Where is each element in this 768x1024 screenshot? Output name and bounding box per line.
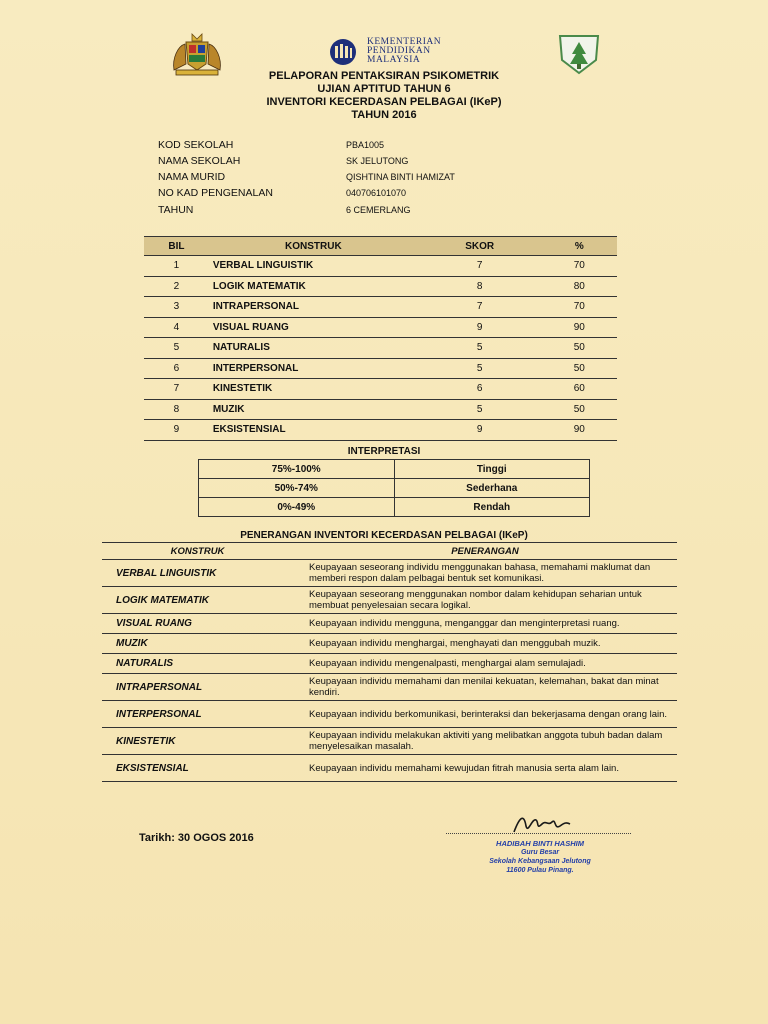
score-value: 5 xyxy=(418,338,542,359)
row-number: 3 xyxy=(144,297,209,318)
info-label: TAHUN xyxy=(158,204,194,216)
construct-description: Keupayaan seseorang menggunakan nombor dalam kehidupan seharian untuk membuat penyelesaian secara logikal. xyxy=(293,587,677,614)
info-label: KOD SEKOLAH xyxy=(158,139,234,151)
percent-value: 50 xyxy=(542,399,617,420)
table-row xyxy=(199,479,590,498)
construct-name: INTERPERSONAL xyxy=(209,358,418,379)
ministry-logo xyxy=(325,38,465,68)
row-number: 1 xyxy=(144,256,209,277)
column-header: KONSTRUK xyxy=(102,543,293,560)
percent-value: 90 xyxy=(542,317,617,338)
row-number: 6 xyxy=(144,358,209,379)
construct-name: INTRAPERSONAL xyxy=(209,297,418,318)
ministry-line: MALAYSIA xyxy=(367,55,421,65)
table-row xyxy=(144,399,617,420)
construct-name: KINESTETIK xyxy=(102,728,293,755)
construct-name: MUZIK xyxy=(102,634,293,654)
info-value: 6 CEMERLANG xyxy=(346,205,411,215)
construct-description: Keupayaan seseorang individu menggunakan bahasa, memahami maklumat dan memberi respon dalam pelbagai bentuk set komunikasi. xyxy=(293,560,677,587)
table-row xyxy=(102,634,677,654)
construct-name: NATURALIS xyxy=(102,654,293,674)
level-cell: Sederhana xyxy=(394,479,590,498)
row-number: 2 xyxy=(144,276,209,297)
score-value: 5 xyxy=(418,399,542,420)
construct-description: Keupayaan individu menghargai, menghayati dan menggubah muzik. xyxy=(293,634,677,654)
percent-value: 70 xyxy=(542,297,617,318)
report-subtitle: UJIAN APTITUD TAHUN 6 xyxy=(317,83,451,95)
ministry-line: PENDIDIKAN xyxy=(367,46,431,56)
score-value: 9 xyxy=(418,420,542,441)
report-date: Tarikh: 30 OGOS 2016 xyxy=(139,832,254,844)
construct-description: Keupayaan individu mengguna, menganggar dan menginterpretasi ruang. xyxy=(293,614,677,634)
level-cell: Rendah xyxy=(394,498,590,517)
percent-value: 90 xyxy=(542,420,617,441)
table-row xyxy=(199,460,590,479)
table-row xyxy=(102,701,677,728)
table-row xyxy=(102,728,677,755)
construct-name: NATURALIS xyxy=(209,338,418,359)
table-row xyxy=(144,338,617,359)
info-value: QISHTINA BINTI HAMIZAT xyxy=(346,172,455,182)
construct-description: Keupayaan individu memahami dan menilai kekuatan, kelemahan, bakat dan minat kendiri. xyxy=(293,674,677,701)
percent-value: 60 xyxy=(542,379,617,400)
stamp-position: Guru Besar xyxy=(520,849,560,856)
construct-name: LOGIK MATEMATIK xyxy=(209,276,418,297)
column-header: % xyxy=(542,237,617,256)
table-row xyxy=(102,674,677,701)
table-row xyxy=(102,587,677,614)
construct-name: VERBAL LINGUISTIK xyxy=(209,256,418,277)
table-row xyxy=(144,379,617,400)
score-header-row xyxy=(144,237,617,256)
info-label: NAMA SEKOLAH xyxy=(158,155,241,167)
interpretation-table xyxy=(198,459,590,517)
description-title: PENERANGAN INVENTORI KECERDASAN PELBAGAI (IKeP) xyxy=(240,530,528,541)
info-value: 040706101070 xyxy=(346,188,407,198)
percent-value: 70 xyxy=(542,256,617,277)
ministry-emblem-icon xyxy=(325,38,361,66)
info-value: PBA1005 xyxy=(346,140,385,150)
score-value: 6 xyxy=(418,379,542,400)
description-header-row xyxy=(102,543,677,560)
stamp-name: HADIBAH BINTI HASHIM xyxy=(496,839,584,848)
range-cell: 75%-100% xyxy=(199,460,395,479)
construct-description: Keupayaan individu memahami kewujudan fitrah manusia serta alam lain. xyxy=(293,755,677,782)
construct-name: VISUAL RUANG xyxy=(209,317,418,338)
table-row xyxy=(144,256,617,277)
table-row xyxy=(144,420,617,441)
description-table xyxy=(102,542,677,782)
official-stamp xyxy=(460,839,620,875)
score-value: 5 xyxy=(418,358,542,379)
score-table xyxy=(144,236,617,441)
construct-description: Keupayaan individu berkomunikasi, berinteraksi dan bekerjasama dengan orang lain. xyxy=(293,701,677,728)
construct-name: KINESTETIK xyxy=(209,379,418,400)
row-number: 5 xyxy=(144,338,209,359)
column-header: KONSTRUK xyxy=(209,237,418,256)
stamp-address: 11600 Pulau Pinang. xyxy=(506,867,574,874)
construct-name: INTRAPERSONAL xyxy=(102,674,293,701)
table-row xyxy=(102,755,677,782)
percent-value: 50 xyxy=(542,338,617,359)
percent-value: 50 xyxy=(542,358,617,379)
table-row xyxy=(199,498,590,517)
row-number: 9 xyxy=(144,420,209,441)
construct-description: Keupayaan individu mengenalpasti, menghargai alam semulajadi. xyxy=(293,654,677,674)
table-row xyxy=(144,317,617,338)
range-cell: 0%-49% xyxy=(199,498,395,517)
level-cell: Tinggi xyxy=(394,460,590,479)
table-row xyxy=(102,560,677,587)
ministry-name xyxy=(367,38,441,65)
construct-name: INTERPERSONAL xyxy=(102,701,293,728)
report-subtitle: INVENTORI KECERDASAN PELBAGAI (IKeP) xyxy=(266,96,502,108)
report-year: TAHUN 2016 xyxy=(351,109,417,121)
construct-name: EKSISTENSIAL xyxy=(102,755,293,782)
score-value: 8 xyxy=(418,276,542,297)
score-value: 7 xyxy=(418,297,542,318)
report-title: PELAPORAN PENTAKSIRAN PSIKOMETRIK xyxy=(268,70,500,82)
construct-name: EKSISTENSIAL xyxy=(209,420,418,441)
info-label: NO KAD PENGENALAN xyxy=(158,187,273,199)
row-number: 8 xyxy=(144,399,209,420)
table-row xyxy=(144,297,617,318)
ministry-line: KEMENTERIAN xyxy=(367,37,442,47)
table-row xyxy=(144,276,617,297)
table-row xyxy=(144,358,617,379)
column-header: BIL xyxy=(144,237,209,256)
info-value: SK JELUTONG xyxy=(346,156,409,166)
column-header: SKOR xyxy=(418,237,542,256)
table-row xyxy=(102,654,677,674)
row-number: 7 xyxy=(144,379,209,400)
construct-name: LOGIK MATEMATIK xyxy=(102,587,293,614)
column-header: PENERANGAN xyxy=(293,543,677,560)
construct-name: MUZIK xyxy=(209,399,418,420)
row-number: 4 xyxy=(144,317,209,338)
score-value: 7 xyxy=(418,256,542,277)
range-cell: 50%-74% xyxy=(199,479,395,498)
percent-value: 80 xyxy=(542,276,617,297)
info-label: NAMA MURID xyxy=(158,171,226,183)
construct-name: VISUAL RUANG xyxy=(102,614,293,634)
construct-name: VERBAL LINGUISTIK xyxy=(102,560,293,587)
interpretation-title: INTERPRETASI xyxy=(347,446,421,457)
score-value: 9 xyxy=(418,317,542,338)
construct-description: Keupayaan individu melakukan aktiviti yang melibatkan anggota tubuh badan dalam menyelesaikan masalah. xyxy=(293,728,677,755)
signature-block xyxy=(446,812,636,882)
table-row xyxy=(102,614,677,634)
signature-line xyxy=(446,833,631,834)
stamp-school: Sekolah Kebangsaan Jelutong xyxy=(489,858,591,865)
